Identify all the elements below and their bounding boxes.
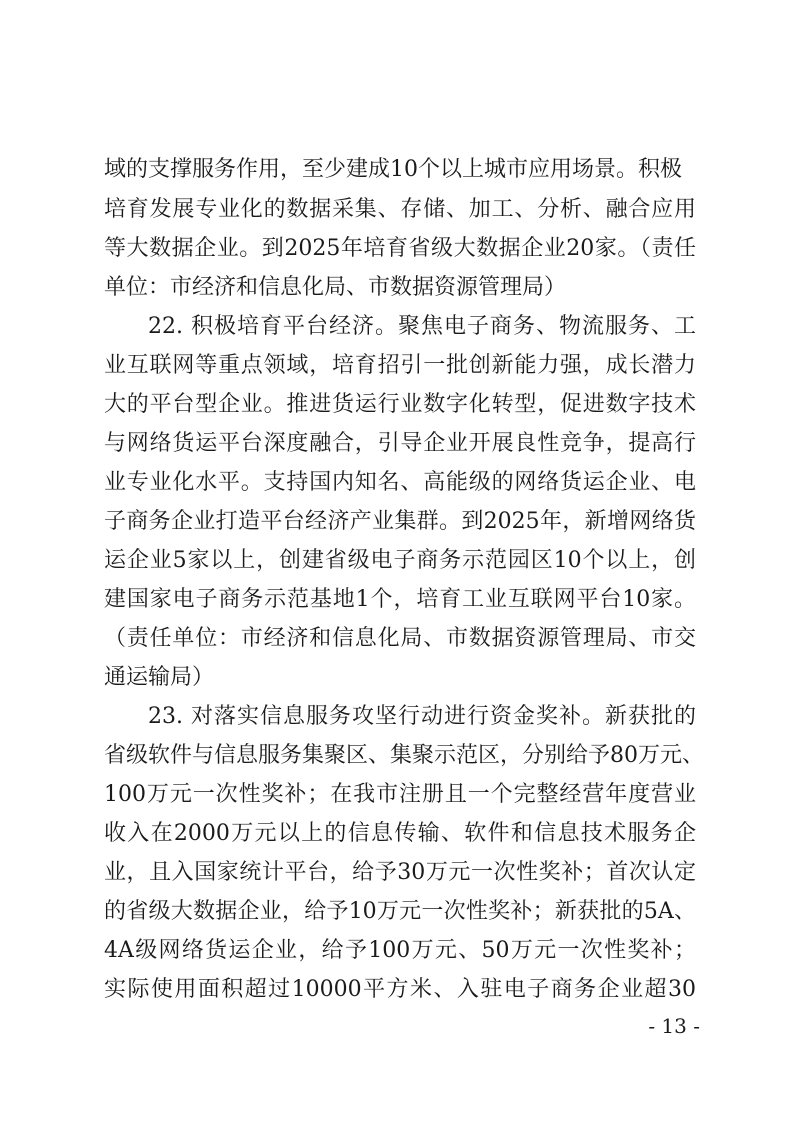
text-line: 收入在2000万元以上的信息传输、软件和信息技术服务企 [104,821,696,846]
text-line: 运企业5家以上，创建省级电子商务示范园区10个以上，创 [104,548,696,573]
text-line: 与网络货运平台深度融合，引导企业开展良性竞争，提高行 [104,431,696,456]
text-line: （责任单位：市经济和信息化局、市数据资源管理局、市交 [104,626,696,651]
paragraph-start-line: 23. 对落实信息服务攻坚行动进行资金奖补。新获批的 [148,704,696,729]
text-line: 实际使用面积超过10000平方米、入驻电子商务企业超30 [104,977,696,1002]
text-line: 的省级大数据企业，给予10万元一次性奖补；新获批的5A、 [104,899,696,924]
text-line: 100万元一次性奖补；在我市注册且一个完整经营年度营业 [104,782,696,807]
text-line: 业互联网等重点领域，培育招引一批创新能力强，成长潜力 [104,353,696,378]
text-line: 大的平台型企业。推进货运行业数字化转型，促进数字技术 [104,392,696,417]
paragraph-start-line: 22. 积极培育平台经济。聚焦电子商务、物流服务、工 [148,314,696,339]
text-line: 4A级网络货运企业，给予100万元、50万元一次性奖补； [104,938,696,963]
text-line: 通运输局） [104,665,215,690]
text-line: 子商务企业打造平台经济产业集群。到2025年，新增网络货 [104,509,696,534]
text-line: 业，且入国家统计平台，给予30万元一次性奖补；首次认定 [104,860,696,885]
text-line: 培育发展专业化的数据采集、存储、加工、分析、融合应用 [104,197,696,222]
text-line: 域的支撑服务作用，至少建成10个以上城市应用场景。积极 [104,157,682,182]
page-number: - 13 - [648,1014,700,1038]
text-line: 等大数据企业。到2025年培育省级大数据企业20家。（责任 [104,236,696,261]
text-line: 单位：市经济和信息化局、市数据资源管理局） [104,275,567,300]
text-line: 省级软件与信息服务集聚区、集聚示范区，分别给予80万元、 [104,743,704,768]
text-line: 业专业化水平。支持国内知名、高能级的网络货运企业、电 [104,470,696,495]
text-line: 建国家电子商务示范基地1个，培育工业互联网平台10家。 [104,587,696,612]
